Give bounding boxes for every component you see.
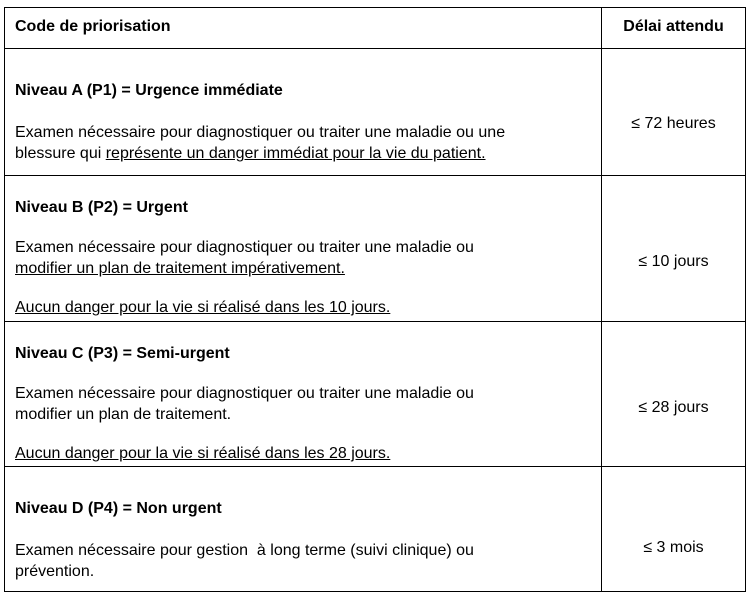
level-title-d: Niveau D (P4) = Non urgent [15, 500, 222, 517]
description-c-line1: Examen nécessaire pour diagnostiquer ou traiter une maladie ou [15, 385, 474, 402]
description-b [15, 237, 593, 279]
delay-cell-c [601, 322, 745, 466]
description-a-line2-plain: blessure qui [15, 145, 106, 162]
description-b-line1: Examen nécessaire pour diagnostiquer ou traiter une maladie ou [15, 239, 474, 256]
table-row-b [5, 175, 745, 321]
priority-table [4, 7, 746, 592]
description-a-line1: Examen nécessaire pour diagnostiquer ou traiter une maladie ou une [15, 124, 506, 141]
description-d-line1: Examen nécessaire pour gestion à long terme (suivi clinique) ou [15, 542, 474, 559]
description-a-line2-underlined: représente un danger immédiat pour la vie du patient. [105, 145, 486, 162]
delay-cell-d [601, 467, 745, 591]
level-title-b: Niveau B (P2) = Urgent [15, 199, 188, 216]
description-d [15, 540, 593, 582]
delay-cell-a [601, 49, 745, 175]
header-code-label: Code de priorisation [15, 18, 171, 35]
header-delay-label: Délai attendu [623, 18, 724, 35]
delay-cell-b [601, 176, 745, 321]
description-b-line2: modifier un plan de traitement impérativement. [15, 260, 345, 277]
code-cell-c [5, 322, 601, 466]
delay-value-c: ≤ 28 jours [638, 399, 709, 416]
delay-value-b: ≤ 10 jours [638, 253, 709, 270]
table-row-d [5, 466, 745, 591]
note-c: Aucun danger pour la vie si réalisé dans les 28 jours. [15, 445, 391, 462]
code-cell-b [5, 176, 601, 321]
level-title-a: Niveau A (P1) = Urgence immédiate [15, 82, 283, 99]
code-cell-d [5, 467, 601, 591]
header-cell-delay [601, 8, 745, 48]
code-cell-a [5, 49, 601, 175]
table-header-row [5, 8, 745, 48]
description-c-line2: modifier un plan de traitement. [15, 406, 232, 423]
table-row-c [5, 321, 745, 466]
description-d-line2: prévention. [15, 563, 95, 580]
description-a-line2 [15, 143, 593, 164]
delay-value-d: ≤ 3 mois [643, 539, 704, 556]
level-title-c: Niveau C (P3) = Semi-urgent [15, 345, 230, 362]
table-row-a [5, 48, 745, 175]
description-c [15, 383, 593, 425]
note-b: Aucun danger pour la vie si réalisé dans les 10 jours. [15, 299, 391, 316]
description-a [15, 122, 593, 164]
delay-value-a: ≤ 72 heures [631, 115, 716, 132]
header-cell-code [5, 8, 601, 48]
